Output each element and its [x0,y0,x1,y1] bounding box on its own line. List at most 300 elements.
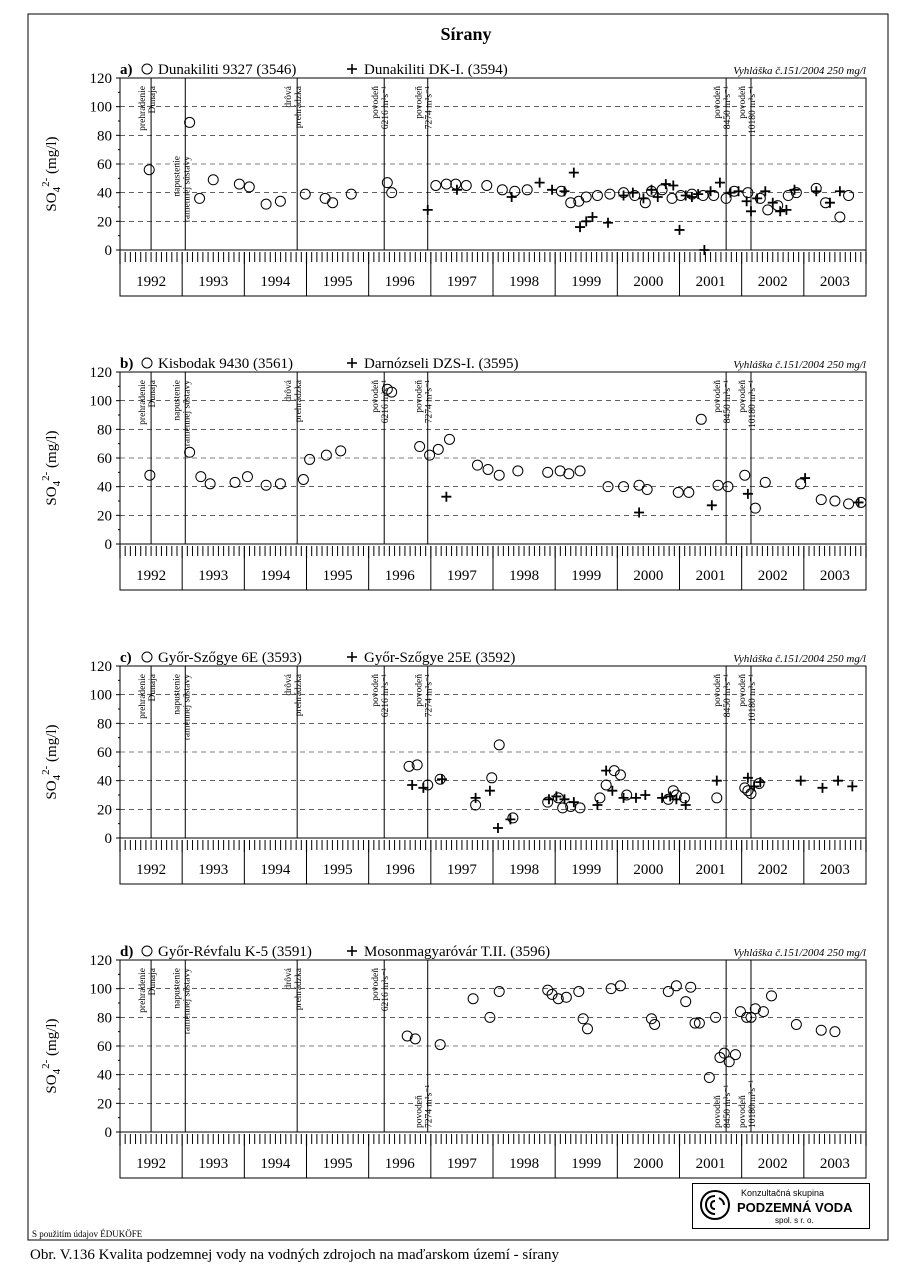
data-point-circle [615,981,625,991]
event-label: 8450 m³s⁻¹ [723,1084,734,1128]
year-label: 1998 [509,568,540,584]
logo-line-1: Konzultačná skupina [741,1188,825,1198]
limit-note: Vyhláška č.151/2004 250 mg/l [733,947,866,959]
year-label: 2001 [695,274,726,290]
data-point-circle [321,450,331,460]
year-label: 1996 [384,568,415,584]
year-label: 1998 [509,1156,540,1172]
data-point-plus [423,205,433,215]
year-label: 2000 [633,274,664,290]
year-label: 2001 [695,568,726,584]
data-point-plus [796,776,806,786]
year-label: 1992 [136,568,167,584]
event-label: ramennej sústavy [182,674,193,741]
data-point-plus [712,776,722,786]
data-point-circle [522,185,532,195]
data-point-circle [835,212,845,222]
data-point-plus [699,245,709,255]
year-label: 2003 [819,862,850,878]
event-label: napustenie [172,968,183,1009]
year-label: 1997 [446,568,477,584]
data-point-circle [234,179,244,189]
event-label: Dunaja [148,968,159,996]
data-point-plus [569,797,579,807]
data-point-circle [275,479,285,489]
data-point-circle [451,179,461,189]
data-point-plus [653,192,663,202]
y-tick-label: 100 [89,687,112,704]
data-point-circle [415,442,425,452]
limit-note: Vyhláška č.151/2004 250 mg/l [733,359,866,371]
data-point-circle [830,1027,840,1037]
data-point-circle [582,1024,592,1034]
data-point-circle [244,182,254,192]
year-label: 1992 [136,862,167,878]
data-point-plus [437,774,447,784]
legend-series-2: Győr-Szőgye 25E (3592) [364,650,516,666]
year-label: 1998 [509,862,540,878]
y-axis-label-unit: (mg/l) [44,136,60,178]
data-point-circle [684,487,694,497]
data-point-plus [681,800,691,810]
data-point-plus [634,507,644,517]
y-tick-label: 100 [89,393,112,410]
event-label: Dunaja [148,674,159,702]
y-tick-label: 80 [97,128,112,145]
y-tick-label: 120 [89,659,112,675]
data-point-circle [690,1018,700,1028]
year-label: 1993 [198,274,229,290]
data-point-circle [713,480,723,490]
data-point-circle [205,479,215,489]
year-label: 1999 [571,1156,602,1172]
data-point-circle [642,485,652,495]
y-axis-label-main: SO [44,486,60,506]
year-label: 1996 [384,1156,415,1172]
data-point-circle [336,446,346,456]
data-point-plus [706,186,716,196]
event-label: povodeň [713,380,724,413]
data-credit: S použitím údajov ÉDUKÖFE [32,1229,143,1239]
legend-series-1: Dunakiliti 9327 (3546) [158,62,297,78]
data-point-circle [494,740,504,750]
data-point-circle [543,467,553,477]
y-axis-label-main: SO [44,780,60,800]
data-point-plus [746,206,756,216]
y-tick-label: 0 [104,243,112,259]
event-label: 7274 m³s⁻¹ [424,380,435,424]
year-label: 1994 [260,862,291,878]
data-point-circle [144,165,154,175]
legend-circle-icon [142,946,152,956]
y-axis-label-main: SO [44,192,60,212]
y-tick-label: 100 [89,981,112,998]
data-point-circle [760,477,770,487]
event-label: povodeň [737,1095,748,1128]
data-point-plus [647,185,657,195]
event-label: napustenie [172,156,183,197]
event-label: 6216 m³s⁻¹ [381,968,392,1012]
y-axis-label-sub: 4 [51,1068,63,1075]
y-tick-label: 20 [97,508,112,525]
data-point-circle [578,1014,588,1024]
data-point-circle [435,1040,445,1050]
year-label: 2000 [633,568,664,584]
y-tick-label: 60 [97,451,112,467]
data-point-circle [816,495,826,505]
year-label: 1995 [322,274,353,290]
data-point-circle [230,477,240,487]
event-label: prehradenie [138,86,149,131]
data-point-circle [497,185,507,195]
y-tick-label: 0 [104,537,112,553]
event-label: prehrádzka [294,674,305,717]
event-label: prehradenie [138,380,149,425]
year-label: 2002 [757,862,788,878]
y-tick-label: 120 [89,71,112,87]
data-point-circle [494,987,504,997]
year-label: 2000 [633,862,664,878]
year-label: 1993 [198,862,229,878]
data-point-circle [145,470,155,480]
event-label: povodeň [371,968,382,1001]
year-label: 1996 [384,274,415,290]
data-point-circle [681,997,691,1007]
data-point-circle [574,987,584,997]
year-label: 1993 [198,568,229,584]
event-label: drôvá [284,968,295,990]
event-label: povodeň [737,380,748,413]
chart-panel-1 [40,62,866,296]
y-axis-label [40,430,63,505]
year-label: 2001 [695,862,726,878]
data-point-circle [575,803,585,813]
chart-panel-2 [40,356,866,590]
logo-line-3: spol. s r. o. [775,1216,814,1225]
data-point-plus [575,222,585,232]
panel-label: d) [120,944,134,960]
data-point-plus [734,186,744,196]
y-axis-label [40,1018,63,1093]
year-label: 2000 [633,1156,664,1172]
data-point-circle [601,780,611,790]
event-label: Dunaja [148,86,159,114]
year-label: 1992 [136,274,167,290]
data-point-plus [441,492,451,502]
year-label: 2003 [819,568,850,584]
limit-note: Vyhláška č.151/2004 250 mg/l [733,65,866,77]
year-label: 1994 [260,274,291,290]
data-point-circle [791,1020,801,1030]
data-point-plus [559,186,569,196]
data-point-circle [261,199,271,209]
event-label: 10180 m³s⁻¹ [747,674,758,722]
y-tick-label: 40 [97,1067,112,1084]
data-point-circle [694,1018,704,1028]
event-label: povodeň [737,86,748,119]
event-label: 7274 m³s⁻¹ [424,674,435,718]
event-label: 10180 m³s⁻¹ [747,380,758,428]
data-point-circle [242,472,252,482]
year-label: 1994 [260,1156,291,1172]
event-label: povodeň [414,380,425,413]
event-label: povodeň [713,674,724,707]
data-point-plus [535,178,545,188]
data-point-circle [740,470,750,480]
legend-series-2: Darnózseli DZS-I. (3595) [364,356,519,372]
event-label: prehrádzka [294,968,305,1011]
logo-line-2: PODZEMNÁ VODA [737,1200,853,1215]
legend-circle-icon [142,64,152,74]
data-point-plus [760,186,770,196]
data-point-plus [668,181,678,191]
data-point-circle [433,444,443,454]
data-point-circle [671,981,681,991]
data-point-circle [482,181,492,191]
data-point-circle [696,414,706,424]
data-point-plus [800,473,810,483]
figure-title: Sírany [440,24,492,44]
data-point-circle [750,503,760,513]
event-label: povodeň [371,86,382,119]
event-label: 6216 m³s⁻¹ [381,674,392,718]
data-point-circle [564,469,574,479]
y-tick-label: 40 [97,479,112,496]
event-label: povodeň [371,674,382,707]
data-point-circle [650,1020,660,1030]
y-axis-label-unit: (mg/l) [44,724,60,766]
event-label: ramennej sústavy [182,156,193,223]
y-tick-label: 20 [97,1096,112,1113]
y-tick-label: 120 [89,953,112,969]
y-axis-label-sub: 4 [51,774,63,781]
data-point-circle [425,450,435,460]
event-label: prehradenie [138,968,149,1013]
legend-series-2: Mosonmagyaróvár T.II. (3596) [364,944,551,960]
event-label: 10180 m³s⁻¹ [747,1080,758,1128]
data-point-circle [346,189,356,199]
data-point-plus [547,185,557,195]
data-point-circle [461,181,471,191]
data-point-circle [673,487,683,497]
year-label: 2002 [757,1156,788,1172]
data-point-circle [575,466,585,476]
event-label: povodeň [414,674,425,707]
panel-label: a) [120,62,133,78]
event-label: Dunaja [148,380,159,408]
event-label: ramennej sústavy [182,968,193,1035]
event-label: napustenie [172,380,183,421]
data-point-plus [407,780,417,790]
y-tick-label: 40 [97,773,112,790]
event-label: drôvá [284,674,295,696]
data-point-circle [686,982,696,992]
year-label: 1997 [446,274,477,290]
data-point-circle [208,175,218,185]
event-label: povodeň [713,86,724,119]
data-point-circle [830,496,840,506]
data-point-circle [715,1052,725,1062]
year-label: 1997 [446,1156,477,1172]
legend-circle-icon [142,358,152,368]
y-axis-label [40,136,63,211]
event-label: 8450 m³s⁻¹ [723,380,734,424]
data-point-circle [261,480,271,490]
event-label: povodeň [414,1095,425,1128]
year-label: 1995 [322,568,353,584]
data-point-circle [441,179,451,189]
data-point-plus [569,168,579,178]
event-label: povodeň [414,86,425,119]
data-point-circle [740,783,750,793]
data-point-plus [811,186,821,196]
data-point-plus [742,196,752,206]
data-point-circle [595,793,605,803]
data-point-circle [185,117,195,127]
data-point-plus [485,786,495,796]
y-tick-label: 20 [97,214,112,231]
y-tick-label: 80 [97,422,112,439]
data-point-plus [592,800,602,810]
event-label: napustenie [172,674,183,715]
event-label: povodeň [737,674,748,707]
year-label: 2002 [757,274,788,290]
data-point-circle [543,985,553,995]
data-point-circle [730,1050,740,1060]
y-tick-label: 40 [97,185,112,202]
legend-series-2: Dunakiliti DK-I. (3594) [364,62,508,78]
event-label: 8450 m³s⁻¹ [723,86,734,130]
y-axis-label-sup: 2- [40,1059,52,1069]
legend-series-1: Győr-Révfalu K-5 (3591) [158,944,312,960]
data-point-circle [487,773,497,783]
y-tick-label: 60 [97,745,112,761]
data-point-plus [752,193,762,203]
data-point-circle [767,991,777,1001]
year-label: 2003 [819,274,850,290]
y-axis-label-sub: 4 [51,480,63,487]
data-point-circle [305,454,315,464]
data-point-plus [681,191,691,201]
company-logo [692,1183,870,1229]
data-point-circle [472,460,482,470]
data-point-circle [275,196,285,206]
data-point-plus [854,497,864,507]
y-tick-label: 120 [89,365,112,381]
event-label: 10180 m³s⁻¹ [747,86,758,134]
year-label: 1999 [571,862,602,878]
data-point-circle [298,475,308,485]
data-point-plus [715,178,725,188]
data-point-circle [605,189,615,199]
legend-series-1: Kisbodak 9430 (3561) [158,356,293,372]
data-point-circle [844,499,854,509]
data-point-circle [508,813,518,823]
event-label: prehradenie [138,674,149,719]
y-axis-label-sub: 4 [51,186,63,193]
year-label: 2002 [757,568,788,584]
data-point-plus [661,179,671,189]
data-point-circle [513,466,523,476]
year-label: 2003 [819,1156,850,1172]
y-tick-label: 0 [104,831,112,847]
data-point-circle [712,793,722,803]
panel-label: c) [120,650,132,666]
data-point-plus [601,766,611,776]
data-point-circle [320,193,330,203]
event-label: drôvá [284,86,295,108]
y-axis-label-sup: 2- [40,765,52,775]
data-point-plus [833,776,843,786]
data-point-plus [847,781,857,791]
event-label: ramennej sústavy [182,380,193,447]
data-point-plus [493,823,503,833]
data-point-plus [607,786,617,796]
data-point-plus [657,793,667,803]
data-point-circle [763,205,773,215]
year-label: 1999 [571,568,602,584]
year-label: 1993 [198,1156,229,1172]
year-label: 2001 [695,1156,726,1172]
data-point-plus [631,793,641,803]
data-point-plus [825,198,835,208]
data-point-plus [768,198,778,208]
y-tick-label: 60 [97,157,112,173]
chart-panel-4 [40,944,866,1178]
data-point-circle [468,994,478,1004]
year-label: 1998 [509,274,540,290]
y-axis-label-sup: 2- [40,177,52,187]
data-point-plus [675,225,685,235]
event-label: 6216 m³s⁻¹ [381,86,392,130]
event-label: 7274 m³s⁻¹ [424,1084,435,1128]
legend-circle-icon [142,652,152,662]
y-tick-label: 20 [97,802,112,819]
event-label: povodeň [713,1095,724,1128]
data-point-circle [735,1007,745,1017]
y-axis-label [40,724,63,799]
data-point-circle [647,1014,657,1024]
data-point-plus [603,218,613,228]
data-point-circle [185,447,195,457]
y-tick-label: 80 [97,1010,112,1027]
spiral-logo-icon [697,1187,733,1223]
data-point-circle [483,464,493,474]
data-point-circle [704,1073,714,1083]
data-point-circle [444,434,454,444]
data-point-plus [619,793,629,803]
year-label: 1992 [136,1156,167,1172]
y-tick-label: 0 [104,1125,112,1141]
data-point-circle [196,472,206,482]
y-tick-label: 60 [97,1039,112,1055]
limit-note: Vyhláška č.151/2004 250 mg/l [733,653,866,665]
data-point-circle [844,191,854,201]
data-point-plus [418,783,428,793]
figure-caption: Obr. V.136 Kvalita podzemnej vody na vodných zdrojoch na maďarskom území - sírany [30,1247,560,1263]
y-tick-label: 80 [97,716,112,733]
data-point-circle [431,181,441,191]
event-label: prehrádzka [294,380,305,423]
data-point-circle [581,192,591,202]
event-label: 6216 m³s⁻¹ [381,380,392,424]
data-point-circle [553,793,563,803]
data-point-circle [300,189,310,199]
year-label: 1997 [446,862,477,878]
data-point-plus [817,783,827,793]
panel-label: b) [120,356,134,372]
data-point-circle [328,198,338,208]
